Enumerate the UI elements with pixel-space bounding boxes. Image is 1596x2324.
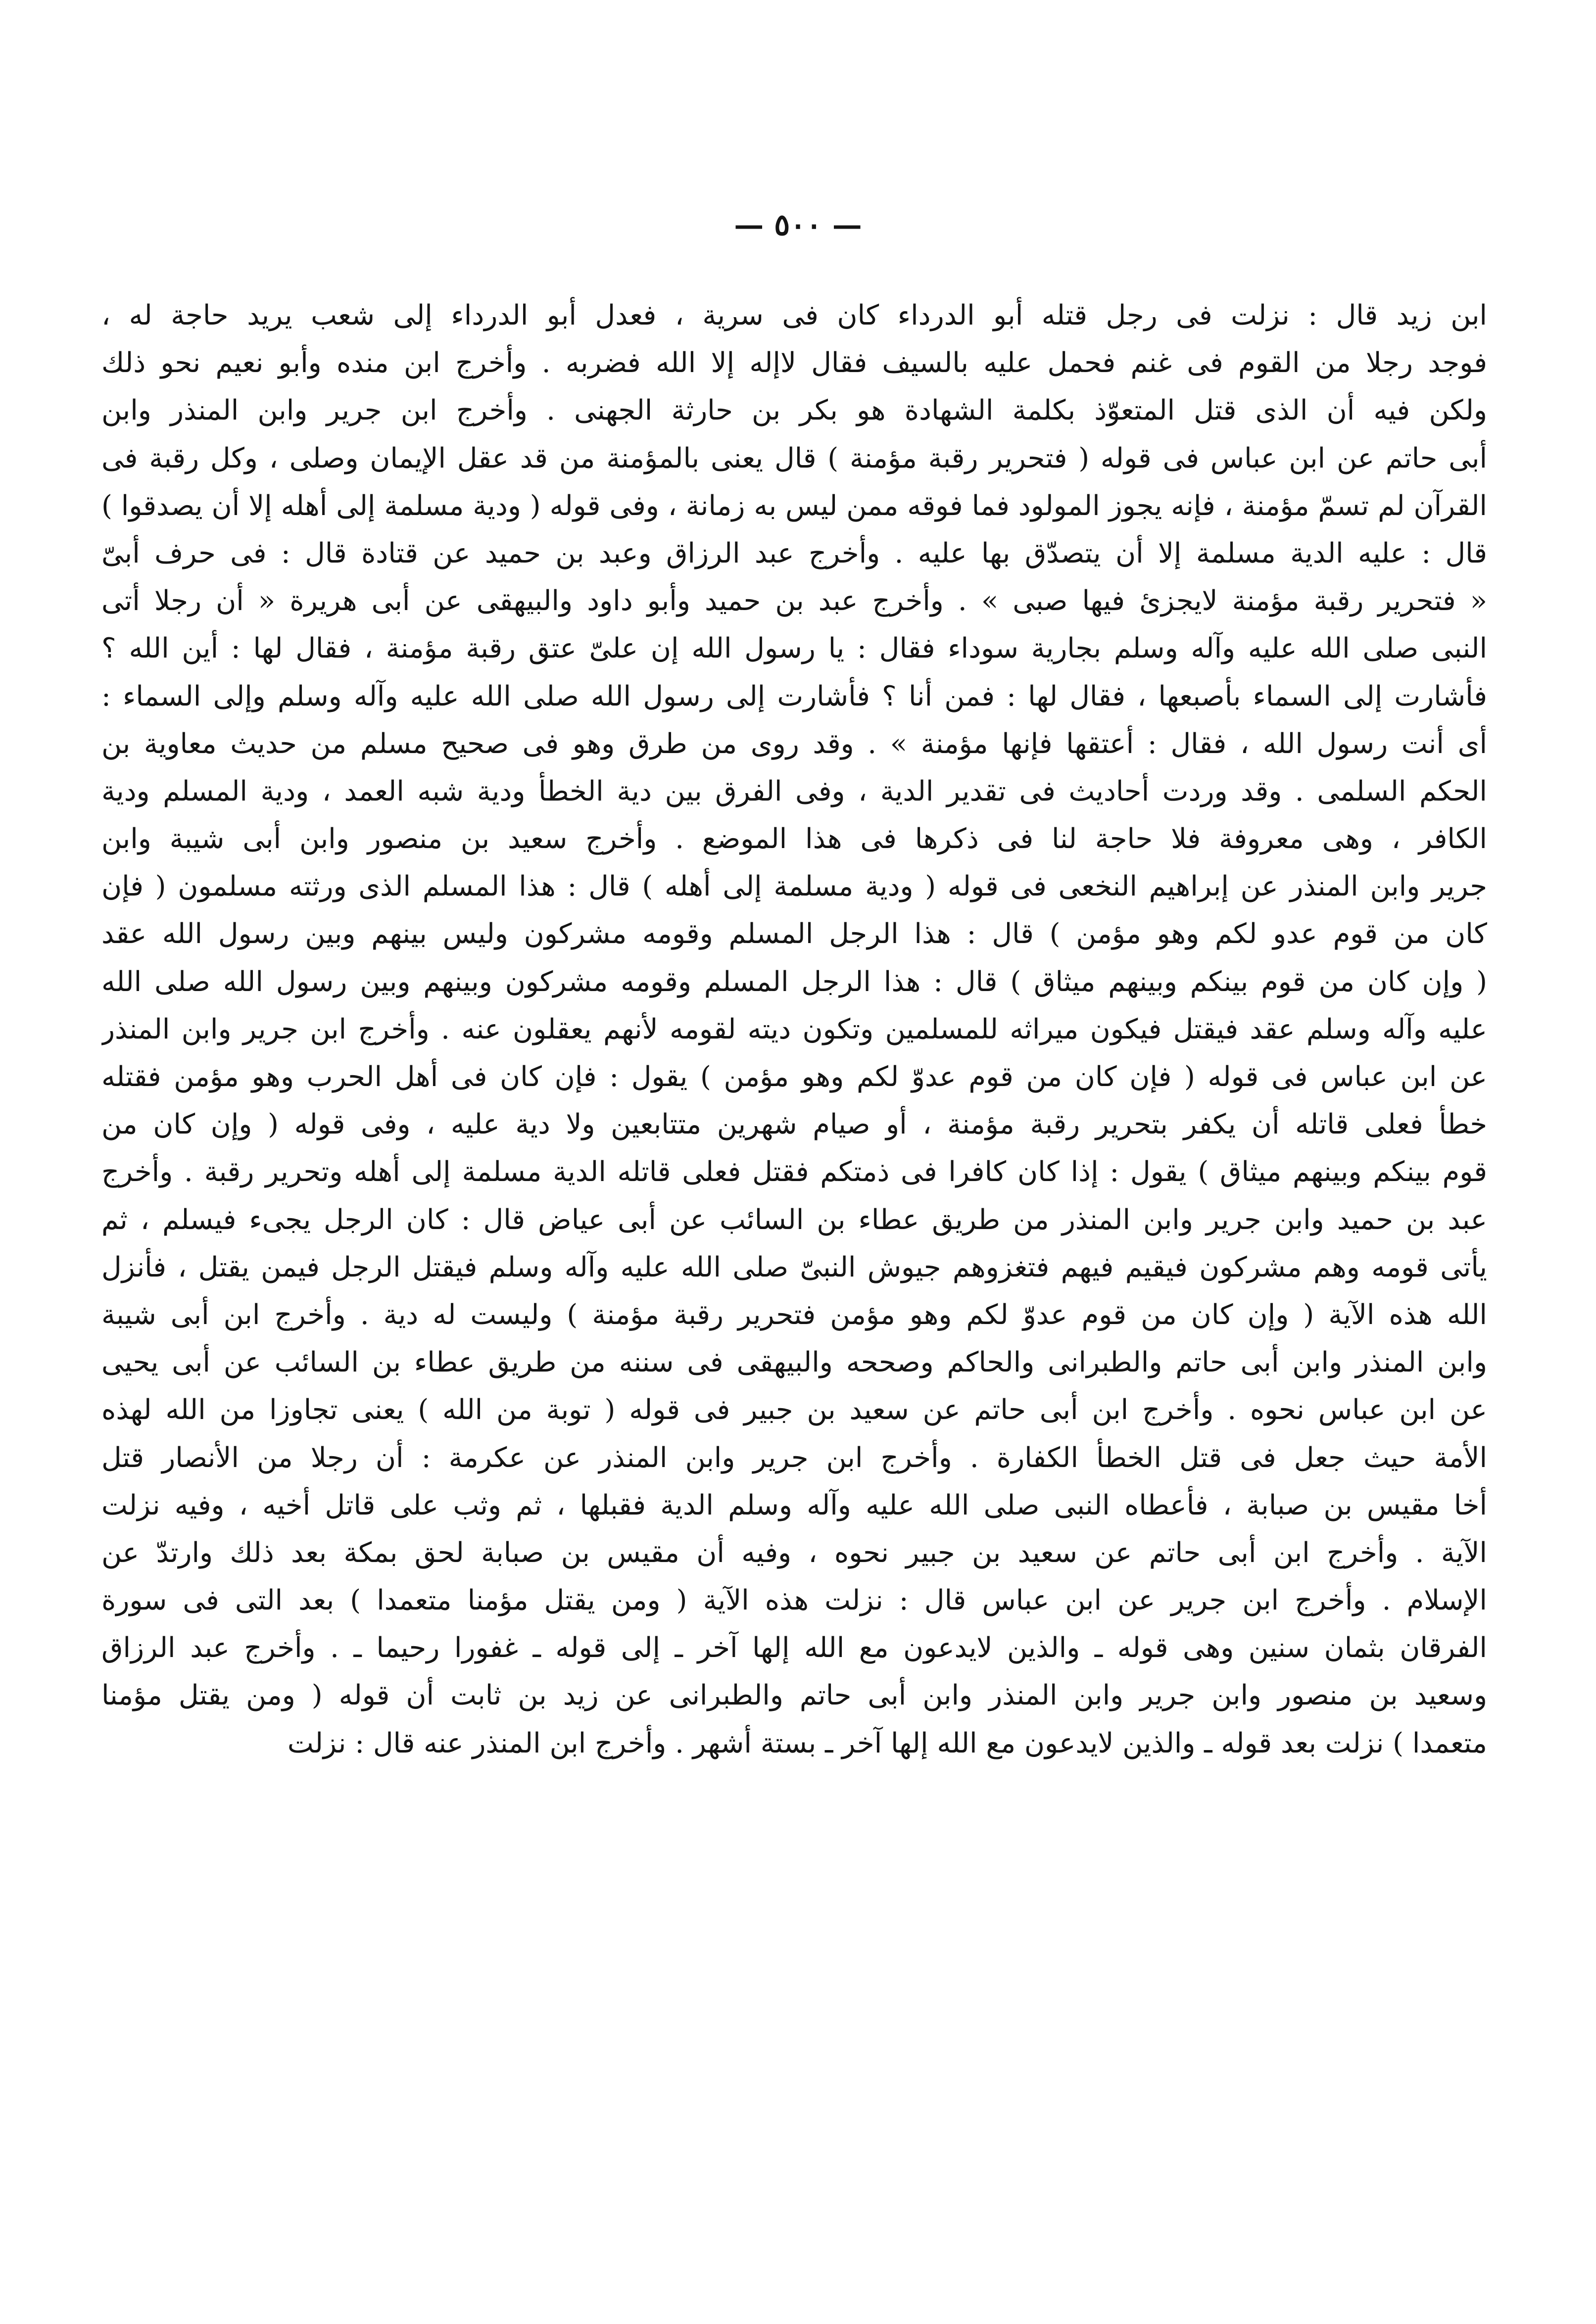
text-line: الأمة حيث جعل فى قتل الخطأ الكفارة . وأخرج ابن جرير وابن المنذر عن عكرمة : أن رجلا من الأنصار قتل bbox=[101, 1441, 1487, 1474]
text-line: الفرقان بثمان سنين وهى قوله ـ والذين لايدعون مع الله إلها آخر ـ إلى قوله ـ غفورا رحيما ـ . وأخرج عبد الرزاق bbox=[101, 1632, 1487, 1664]
text-line: قوم بينكم وبينهم ميثاق ) يقول : إذا كان كافرا فى ذمتكم فقتل فعلى قاتله الدية مسلمة إلى أهله وتحرير رقبة . وأخرج bbox=[101, 1156, 1487, 1188]
text-line: النبى صلى الله عليه وآله وسلم بجارية سوداء فقال : يا رسول الله إن علىّ عتق رقبة مؤمنة ، فقال لها : أين الله ؟ bbox=[101, 632, 1487, 665]
text-line: أى أنت رسول الله ، فقال : أعتقها فإنها مؤمنة » . وقد روى من طرق وهو فى صحيح مسلم من حديث معاوية بن bbox=[101, 727, 1487, 760]
text-line: الكافر ، وهى معروفة فلا حاجة لنا فى ذكرها فى هذا الموضع . وأخرج سعيد بن منصور وابن أبى شيبة وابن bbox=[101, 823, 1487, 855]
text-line: عن ابن عباس فى قوله ( فإن كان من قوم عدوّ لكم وهو مؤمن ) يقول : فإن كان فى أهل الحرب وهو مؤمن فقتله bbox=[101, 1061, 1487, 1093]
text-line: الله هذه الآية ( وإن كان من قوم عدوّ لكم وهو مؤمن فتحرير رقبة مؤمنة ) وليست له دية . وأخرج ابن أبى شيبة bbox=[101, 1298, 1487, 1331]
page-number: — ٥٠٠ — bbox=[734, 208, 862, 242]
text-line: يأتى قومه وهم مشركون فيقيم فيهم فتغزوهم جيوش النبىّ صلى الله عليه وآله وسلم فيقتل الرجل فيمن يقتل ، فأنزل bbox=[101, 1251, 1487, 1283]
text-line: الحكم السلمى . وقد وردت أحاديث فى تقدير الدية ، وفى الفرق بين دية الخطأ ودية شبه العمد ، ودية المسلم ودية bbox=[101, 775, 1487, 807]
text-line: عبد بن حميد وابن جرير وابن المنذر من طريق عطاء بن السائب عن أبى عياض قال : كان الرجل يجىء فيسلم ، ثم bbox=[101, 1203, 1487, 1236]
text-line: أخا مقيس بن صبابة ، فأعطاه النبى صلى الله عليه وآله وسلم الدية فقبلها ، ثم وثب على قاتل أخيه ، وفيه نزلت bbox=[101, 1489, 1487, 1521]
text-line: قال : عليه الدية مسلمة إلا أن يتصدّق بها عليه . وأخرج عبد الرزاق وعبد بن حميد عن قتادة قال : فى حرف أبىّ bbox=[101, 537, 1487, 569]
text-line: أبى حاتم عن ابن عباس فى قوله ( فتحرير رقبة مؤمنة ) قال يعنى بالمؤمنة من قد عقل الإيمان وصلى ، وكل رقبة فى bbox=[101, 442, 1487, 474]
text-line: الإسلام . وأخرج ابن جرير عن ابن عباس قال : نزلت هذه الآية ( ومن يقتل مؤمنا متعمدا ) بعد التى فى سورة bbox=[101, 1584, 1487, 1617]
text-line: الآية . وأخرج ابن أبى حاتم عن سعيد بن جبير نحوه ، وفيه أن مقيس بن صبابة لحق بمكة بعد ذلك وارتدّ عن bbox=[101, 1536, 1487, 1569]
text-line: عن ابن عباس نحوه . وأخرج ابن أبى حاتم عن سعيد بن جبير فى قوله ( توبة من الله ) يعنى تجاوزا من الله لهذه bbox=[101, 1394, 1487, 1426]
text-line: القرآن لم تسمّ مؤمنة ، فإنه يجوز المولود فما فوقه ممن ليس به زمانة ، وفى قوله ( ودية مسلمة إلى أهله إلا أن يصدقوا ) bbox=[101, 489, 1487, 522]
text-line: جرير وابن المنذر عن إبراهيم النخعى فى قوله ( ودية مسلمة إلى أهله ) قال : هذا المسلم الذى ورثته مسلمون ( فإن bbox=[101, 870, 1487, 903]
text-line: فوجد رجلا من القوم فى غنم فحمل عليه بالسيف فقال لاإله إلا الله فضربه . وأخرج ابن منده وأبو نعيم نحو ذلك bbox=[101, 347, 1487, 379]
text-line: ولكن فيه أن الذى قتل المتعوّذ بكلمة الشهادة هو بكر بن حارثة الجهنى . وأخرج ابن جرير وابن المنذر وابن bbox=[101, 394, 1487, 427]
text-line: « فتحرير رقبة مؤمنة لايجزئ فيها صبى » . وأخرج عبد بن حميد وأبو داود والبيهقى عن أبى هريرة « أن رجلا أتى bbox=[101, 585, 1487, 617]
text-line: كان من قوم عدو لكم وهو مؤمن ) قال : هذا الرجل المسلم وقومه مشركون وليس بينهم وبين رسول الله عقد bbox=[101, 918, 1487, 950]
text-line: وسعيد بن منصور وابن جرير وابن المنذر وابن أبى حاتم والطبرانى عن زيد بن ثابت أن قوله ( ومن يقتل مؤمنا bbox=[101, 1679, 1487, 1712]
text-line: عليه وآله وسلم عقد فيقتل فيكون ميراثه للمسلمين وتكون ديته لقومه لأنهم يعقلون عنه . وأخرج ابن جرير وابن المنذر bbox=[101, 1013, 1487, 1045]
body-text bbox=[101, 292, 1487, 1767]
text-line: خطأ فعلى قاتله أن يكفر بتحرير رقبة مؤمنة ، أو صيام شهرين متتابعين ولا دية عليه ، وفى قوله ( وإن كان من bbox=[101, 1108, 1487, 1141]
text-line: فأشارت إلى السماء بأصبعها ، فقال لها : فمن أنا ؟ فأشارت إلى رسول الله صلى الله عليه وآله وسلم وإلى السماء : bbox=[101, 680, 1487, 712]
text-line: متعمدا ) نزلت بعد قوله ـ والذين لايدعون مع الله إلها آخر ـ بستة أشهر . وأخرج ابن المنذر عنه قال : نزلت bbox=[287, 1727, 1487, 1759]
text-line: ابن زيد قال : نزلت فى رجل قتله أبو الدرداء كان فى سرية ، فعدل أبو الدرداء إلى شعب يريد حاجة له ، bbox=[101, 299, 1487, 332]
text-line: ( وإن كان من قوم بينكم وبينهم ميثاق ) قال : هذا الرجل المسلم وقومه مشركون وبينهم وبين رسول الله صلى الله bbox=[101, 965, 1487, 998]
text-line: وابن المنذر وابن أبى حاتم والطبرانى والحاكم وصححه والبيهقى فى سننه من طريق عطاء بن السائب عن أبى يحيى bbox=[101, 1346, 1487, 1379]
